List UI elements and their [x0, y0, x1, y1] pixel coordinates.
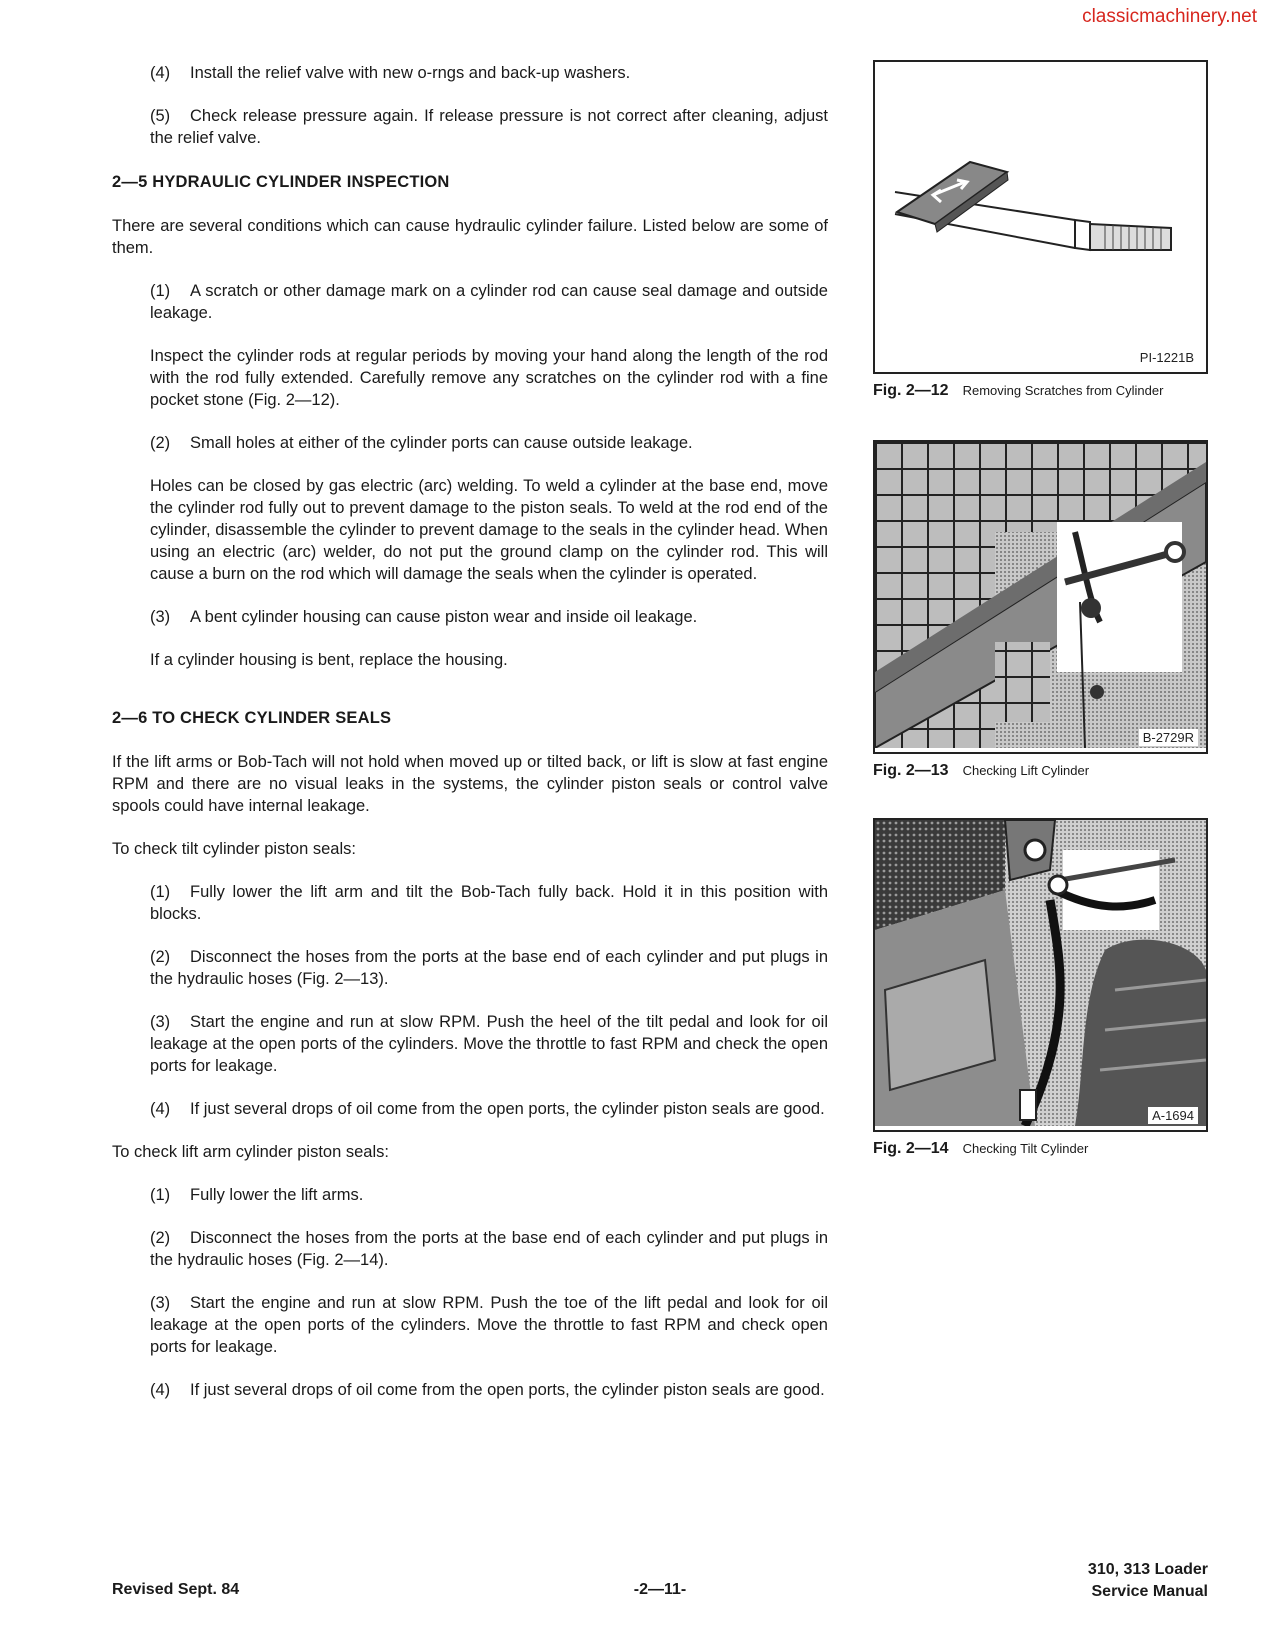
step-number: (3) [150, 1294, 171, 1312]
figure-2-12-illustration [873, 60, 1208, 374]
step-number: (4) [150, 1100, 171, 1118]
paragraph: If the lift arms or Bob-Tach will not hold when moved up or tilted back, or lift is slow at fast engine RPM and there are no visual leaks in the systems, the cylinder piston seals or control valve spools could have internal leakage. [112, 753, 828, 815]
numbered-step [150, 1184, 828, 1206]
figure-2-13 [873, 440, 1208, 780]
step-text: A scratch or other damage mark on a cylinder rod can cause seal damage and outside leakage. [150, 282, 828, 322]
step-text: Disconnect the hoses from the ports at the base end of each cylinder and put plugs in the hydraulic hoses (Fig. 2—14). [150, 1229, 828, 1269]
figure-2-12 [873, 60, 1208, 400]
figure-2-14-title: Checking Tilt Cylinder [962, 1141, 1089, 1156]
step-text: Small holes at either of the cylinder ports can cause outside leakage. [190, 434, 693, 452]
figure-2-14-photo [873, 818, 1208, 1132]
section-heading: 2—5 HYDRAULIC CYLINDER INSPECTION [112, 173, 450, 191]
figure-2-14-caption [873, 1140, 1208, 1158]
step-number: (2) [150, 1229, 171, 1247]
body-text [112, 62, 828, 1422]
step-text: Check release pressure again. If release pressure is not correct after cleaning, adjust the relief valve. [150, 107, 828, 147]
step-text: Fully lower the lift arm and tilt the Bob-Tach fully back. Hold it in this position with blocks. [150, 883, 828, 923]
step-number: (1) [150, 282, 171, 300]
watermark: classicmachinery.net [1082, 6, 1257, 27]
numbered-step [150, 432, 828, 454]
step-text: If just several drops of oil come from the open ports, the cylinder piston seals are good. [190, 1100, 825, 1118]
footer-manual: Service Manual [1091, 1583, 1208, 1600]
step-text: Disconnect the hoses from the ports at the base end of each cylinder and put plugs in the hydraulic hoses (Fig. 2—13). [150, 948, 828, 988]
footer-manual-title [1088, 1559, 1208, 1603]
step-number: (3) [150, 608, 171, 626]
numbered-step [150, 280, 828, 324]
footer-revised: Revised Sept. 84 [112, 1581, 240, 1598]
figure-2-13-number: Fig. 2—13 [873, 762, 949, 779]
numbered-step [150, 606, 828, 628]
tilt-cylinder-photo [875, 820, 1206, 1126]
step-text: Install the relief valve with new o-rngs and back-up washers. [190, 64, 631, 82]
step-text: A bent cylinder housing can cause piston wear and inside oil leakage. [190, 608, 698, 626]
paragraph: To check lift arm cylinder piston seals: [112, 1143, 389, 1161]
indented-paragraph: Holes can be closed by gas electric (arc) welding. To weld a cylinder at the base end, move the cylinder rod fully out to prevent damage to the piston seals. To weld at the rod end of the cylinder, disassemble the cylinder to prevent damage to the seals in the cylinder head. When using an electric (arc) welder, do not put the ground clamp on the cylinder rod. This will cause a burn on the rod which will damage the seals when the cylinder is operated. [150, 477, 828, 583]
numbered-step [150, 105, 828, 149]
figure-2-12-title: Removing Scratches from Cylinder [962, 383, 1164, 398]
figure-2-14-number: Fig. 2—14 [873, 1140, 949, 1157]
figure-2-12-plate: PI-1221B [1136, 349, 1198, 366]
numbered-step [150, 62, 828, 84]
step-number: (1) [150, 1186, 171, 1204]
step-text: Start the engine and run at slow RPM. Push the heel of the tilt pedal and look for oil leakage at the open ports of the cylinders. Move the throttle to fast RPM and check the open ports for leakage. [150, 1013, 828, 1075]
figure-2-13-caption [873, 762, 1208, 780]
step-text: Fully lower the lift arms. [190, 1186, 364, 1204]
figure-2-13-plate: B-2729R [1139, 729, 1198, 746]
numbered-step [150, 1379, 828, 1401]
numbered-step [150, 1227, 828, 1271]
figure-2-13-photo [873, 440, 1208, 754]
step-number: (3) [150, 1013, 171, 1031]
indented-paragraph: Inspect the cylinder rods at regular periods by moving your hand along the length of the rod with the rod fully extended. Carefully remove any scratches on the cylinder rod with a fine pocket stone (Fig. 2—12). [150, 347, 828, 409]
numbered-step [150, 881, 828, 925]
footer-model: 310, 313 Loader [1087, 1561, 1208, 1578]
step-number: (4) [150, 1381, 171, 1399]
figure-2-12-caption [873, 382, 1208, 400]
indented-paragraph: If a cylinder housing is bent, replace the housing. [150, 651, 508, 669]
section-heading: 2—6 TO CHECK CYLINDER SEALS [112, 709, 392, 727]
figure-2-14 [873, 818, 1208, 1158]
step-number: (2) [150, 434, 171, 452]
figure-2-14-plate: A-1694 [1148, 1107, 1198, 1124]
step-number: (4) [150, 64, 171, 82]
numbered-step [150, 1292, 828, 1358]
cylinder-rod-stone-drawing [875, 62, 1206, 368]
step-number: (2) [150, 948, 171, 966]
step-number: (1) [150, 883, 171, 901]
step-number: (5) [150, 107, 171, 125]
paragraph: There are several conditions which can cause hydraulic cylinder failure. Listed below are some of them. [112, 217, 828, 257]
numbered-step [150, 946, 828, 990]
numbered-step [150, 1098, 828, 1120]
step-text: Start the engine and run at slow RPM. Push the toe of the lift pedal and look for oil leakage at the open ports of the cylinders. Move the throttle to fast RPM and check open ports for leakage. [150, 1294, 828, 1356]
footer-page-number: -2—11- [633, 1581, 687, 1598]
lift-cylinder-photo [875, 442, 1206, 748]
step-text: If just several drops of oil come from the open ports, the cylinder piston seals are good. [190, 1381, 825, 1399]
numbered-step [150, 1011, 828, 1077]
figure-2-12-number: Fig. 2—12 [873, 382, 949, 399]
figure-2-13-title: Checking Lift Cylinder [962, 763, 1090, 778]
paragraph: To check tilt cylinder piston seals: [112, 840, 356, 858]
